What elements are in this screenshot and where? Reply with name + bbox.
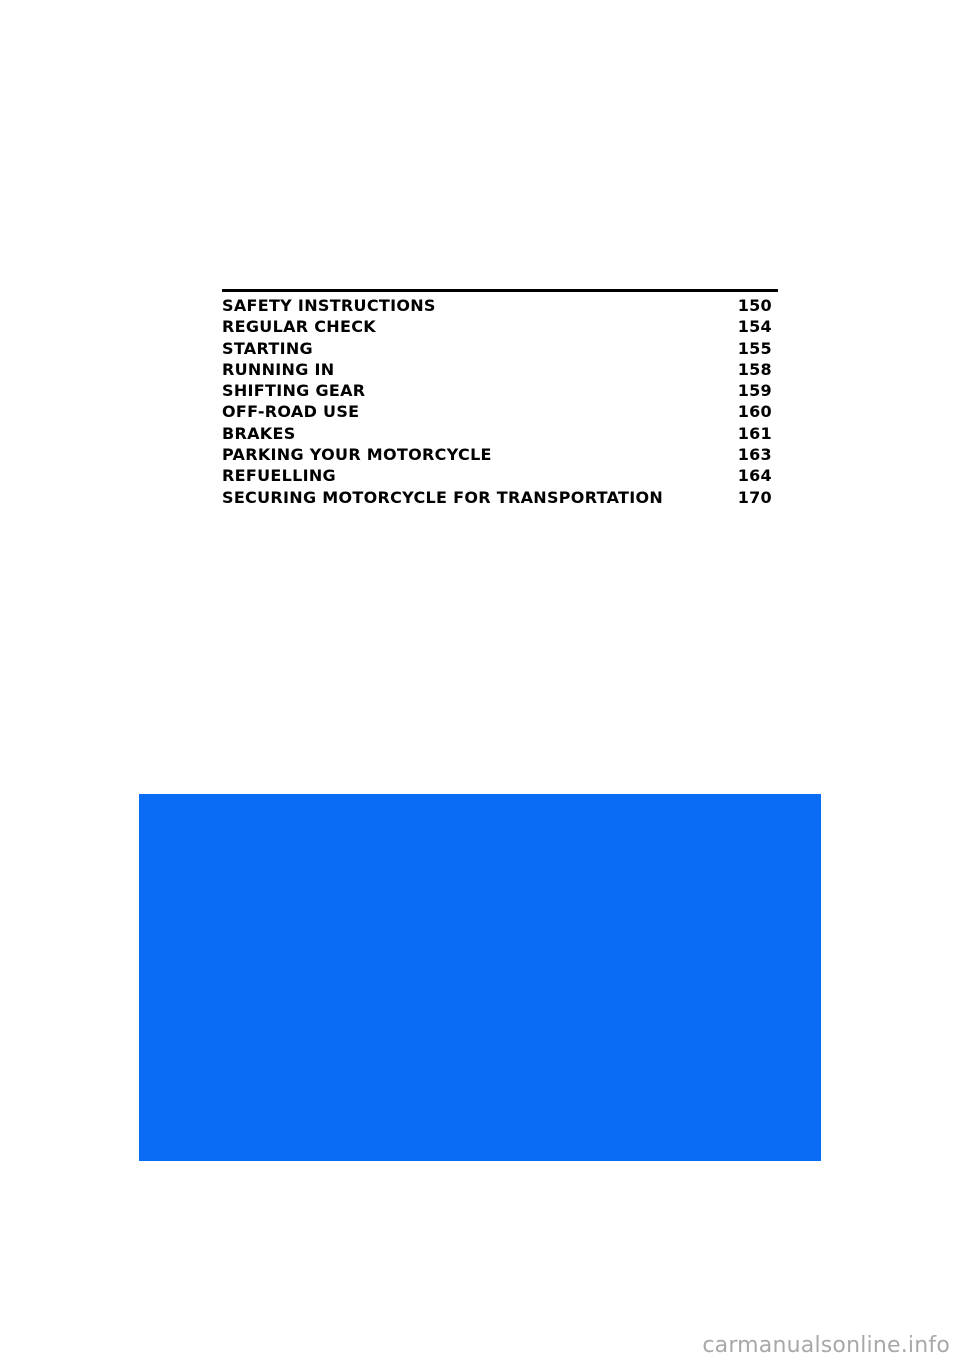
toc-entry[interactable] (222, 465, 778, 486)
toc-entry-title: OFF-ROAD USE (222, 402, 360, 422)
toc-entry[interactable] (222, 316, 778, 337)
watermark-text: carmanualsonline.info (702, 1333, 950, 1358)
toc-entry-title: REFUELLING (222, 466, 336, 486)
toc-entry-page: 159 (737, 381, 772, 401)
toc-entry-page: 150 (737, 296, 772, 315)
toc-entry-page: 160 (737, 402, 772, 422)
table-of-contents (222, 289, 778, 508)
toc-entry-page: 163 (737, 445, 772, 465)
toc-entry[interactable] (222, 359, 778, 380)
toc-entry[interactable] (222, 401, 778, 422)
toc-entry-title: STARTING (222, 338, 313, 358)
toc-entry[interactable] (222, 380, 778, 401)
toc-entry-title: SAFETY INSTRUCTIONS (222, 296, 436, 315)
toc-entry-title: BRAKES (222, 423, 296, 443)
toc-entry-page: 164 (737, 466, 772, 486)
toc-entry[interactable] (222, 444, 778, 465)
toc-entry-title: SHIFTING GEAR (222, 381, 366, 401)
toc-entry-title: SECURING MOTORCYCLE FOR TRANSPORTATION (222, 487, 664, 507)
chapter-color-block (139, 794, 821, 1161)
toc-entry-page: 161 (737, 423, 772, 443)
toc-entry[interactable] (222, 338, 778, 359)
toc-entry-title: PARKING YOUR MOTORCYCLE (222, 445, 492, 465)
toc-entry-page: 158 (737, 359, 772, 379)
toc-entry-page: 170 (737, 487, 772, 507)
toc-entry[interactable] (222, 423, 778, 444)
toc-entry[interactable] (222, 295, 778, 316)
toc-entry-page: 154 (737, 317, 772, 337)
toc-entry[interactable] (222, 487, 778, 508)
toc-entry-title: REGULAR CHECK (222, 317, 376, 337)
toc-entry-title: RUNNING IN (222, 359, 335, 379)
toc-entry-page: 155 (737, 338, 772, 358)
